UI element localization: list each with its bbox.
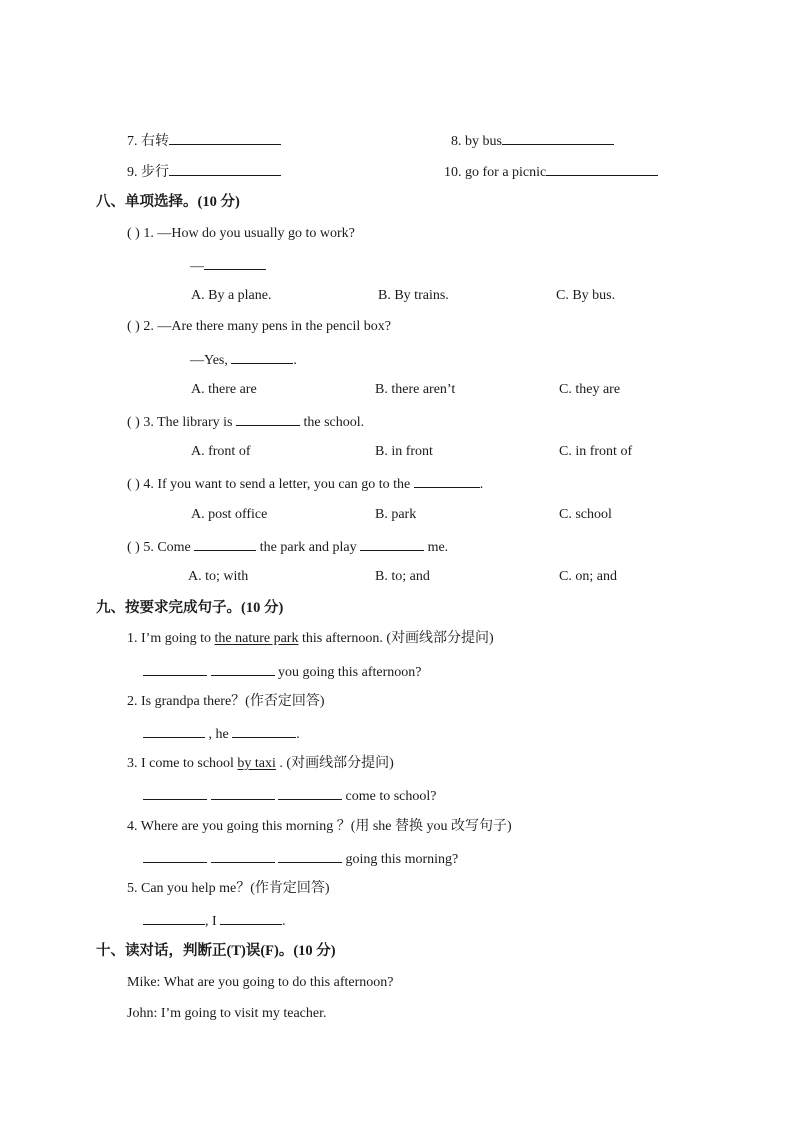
answer-blank[interactable] xyxy=(169,131,281,145)
question-8-text: 8. by bus xyxy=(451,134,502,149)
answer-blank[interactable] xyxy=(278,786,342,800)
answer-blank[interactable] xyxy=(232,724,296,738)
question-stem: 2. —Are there many pens in the pencil box? xyxy=(143,319,391,334)
mc-question-1 xyxy=(127,225,355,243)
option-b: B. there aren’t xyxy=(375,382,456,397)
underlined-phrase: by taxi xyxy=(237,756,276,771)
answer-paren[interactable]: ( ) xyxy=(127,319,140,334)
option-b: B. By trains. xyxy=(378,288,449,303)
dialogue-line: John: I’m going to visit my teacher. xyxy=(127,1006,327,1021)
answer-blank[interactable] xyxy=(143,662,207,676)
answer-blank[interactable] xyxy=(143,724,205,738)
option-c: C. school xyxy=(559,507,612,522)
answer-paren[interactable]: ( ) xyxy=(127,226,140,241)
answer-paren[interactable]: ( ) xyxy=(127,477,140,492)
question-10-text: 10. go for a picnic xyxy=(444,165,547,180)
question-stem: 1. —How do you usually go to work? xyxy=(143,226,355,241)
answer-blank[interactable] xyxy=(236,412,300,426)
option-a: A. there are xyxy=(191,382,257,397)
answer-blank[interactable] xyxy=(211,662,275,676)
rewrite-answer-1: you going this afternoon? xyxy=(143,662,421,682)
rewrite-question-4: 4. Where are you going this morning ？(用 she 替换 you 改写句子) xyxy=(127,819,512,834)
rewrite-answer-4: going this morning? xyxy=(143,849,458,869)
mc-reply-2: —Yes, . xyxy=(190,350,297,370)
answer-blank[interactable] xyxy=(278,849,342,863)
option-b: B. to; and xyxy=(375,569,430,584)
rewrite-answer-3: come to school? xyxy=(143,786,436,806)
option-c: C. in front of xyxy=(559,444,633,459)
mc-question-3: ( ) 3. The library is the school. xyxy=(127,412,364,432)
option-a: A. front of xyxy=(191,444,251,459)
mc-reply-1: — xyxy=(190,256,266,276)
option-c: C. on; and xyxy=(559,569,617,584)
option-b: B. in front xyxy=(375,444,433,459)
question-8 xyxy=(451,131,614,151)
option-c: C. By bus. xyxy=(556,288,616,303)
option-b: B. park xyxy=(375,507,417,522)
answer-blank[interactable] xyxy=(231,350,293,364)
answer-blank[interactable] xyxy=(204,256,266,270)
rewrite-answer-2: , he . xyxy=(143,724,300,744)
rewrite-answer-5: , I . xyxy=(143,911,286,931)
answer-blank[interactable] xyxy=(143,849,207,863)
rewrite-question-2: 2. Is grandpa there？(作否定回答) xyxy=(127,694,325,709)
dialogue-line: Mike: What are you going to do this afternoon? xyxy=(127,975,394,990)
option-a: A. to; with xyxy=(188,569,249,584)
answer-blank[interactable] xyxy=(169,162,281,176)
question-7-text: 7. 右转 xyxy=(127,134,169,149)
answer-blank[interactable] xyxy=(143,786,207,800)
option-c: C. they are xyxy=(559,382,621,397)
mc-question-4: ( ) 4. If you want to send a letter, you can go to the . xyxy=(127,474,483,494)
answer-blank[interactable] xyxy=(360,537,424,551)
answer-paren[interactable]: ( ) xyxy=(127,540,140,555)
mc-question-2 xyxy=(127,318,391,336)
answer-blank[interactable] xyxy=(143,911,205,925)
section-title-9: 九、按要求完成句子。(10 分) xyxy=(96,600,284,616)
option-a: A. By a plane. xyxy=(191,288,272,303)
rewrite-question-5: 5. Can you help me？(作肯定回答) xyxy=(127,881,330,896)
rewrite-question-3: 3. I come to school by taxi . (对画线部分提问) xyxy=(127,756,394,771)
question-9-text: 9. 步行 xyxy=(127,165,169,180)
answer-blank[interactable] xyxy=(502,131,614,145)
section-title-8: 八、单项选择。(10 分) xyxy=(96,194,240,210)
answer-blank[interactable] xyxy=(546,162,658,176)
answer-blank[interactable] xyxy=(220,911,282,925)
answer-blank[interactable] xyxy=(211,849,275,863)
rewrite-question-1: 1. I’m going to the nature park this afternoon. (对画线部分提问) xyxy=(127,631,494,646)
section-title-10: 十、读对话，判断正(T)误(F)。(10 分) xyxy=(96,943,336,959)
answer-paren[interactable]: ( ) xyxy=(127,415,140,430)
option-a: A. post office xyxy=(191,507,268,522)
question-7 xyxy=(127,131,281,151)
mc-question-5: ( ) 5. Come the park and play me. xyxy=(127,537,448,557)
underlined-phrase: the nature park xyxy=(214,631,299,646)
answer-blank[interactable] xyxy=(194,537,256,551)
question-10 xyxy=(444,162,658,182)
answer-blank[interactable] xyxy=(414,474,480,488)
question-9 xyxy=(127,162,281,182)
answer-blank[interactable] xyxy=(211,786,275,800)
